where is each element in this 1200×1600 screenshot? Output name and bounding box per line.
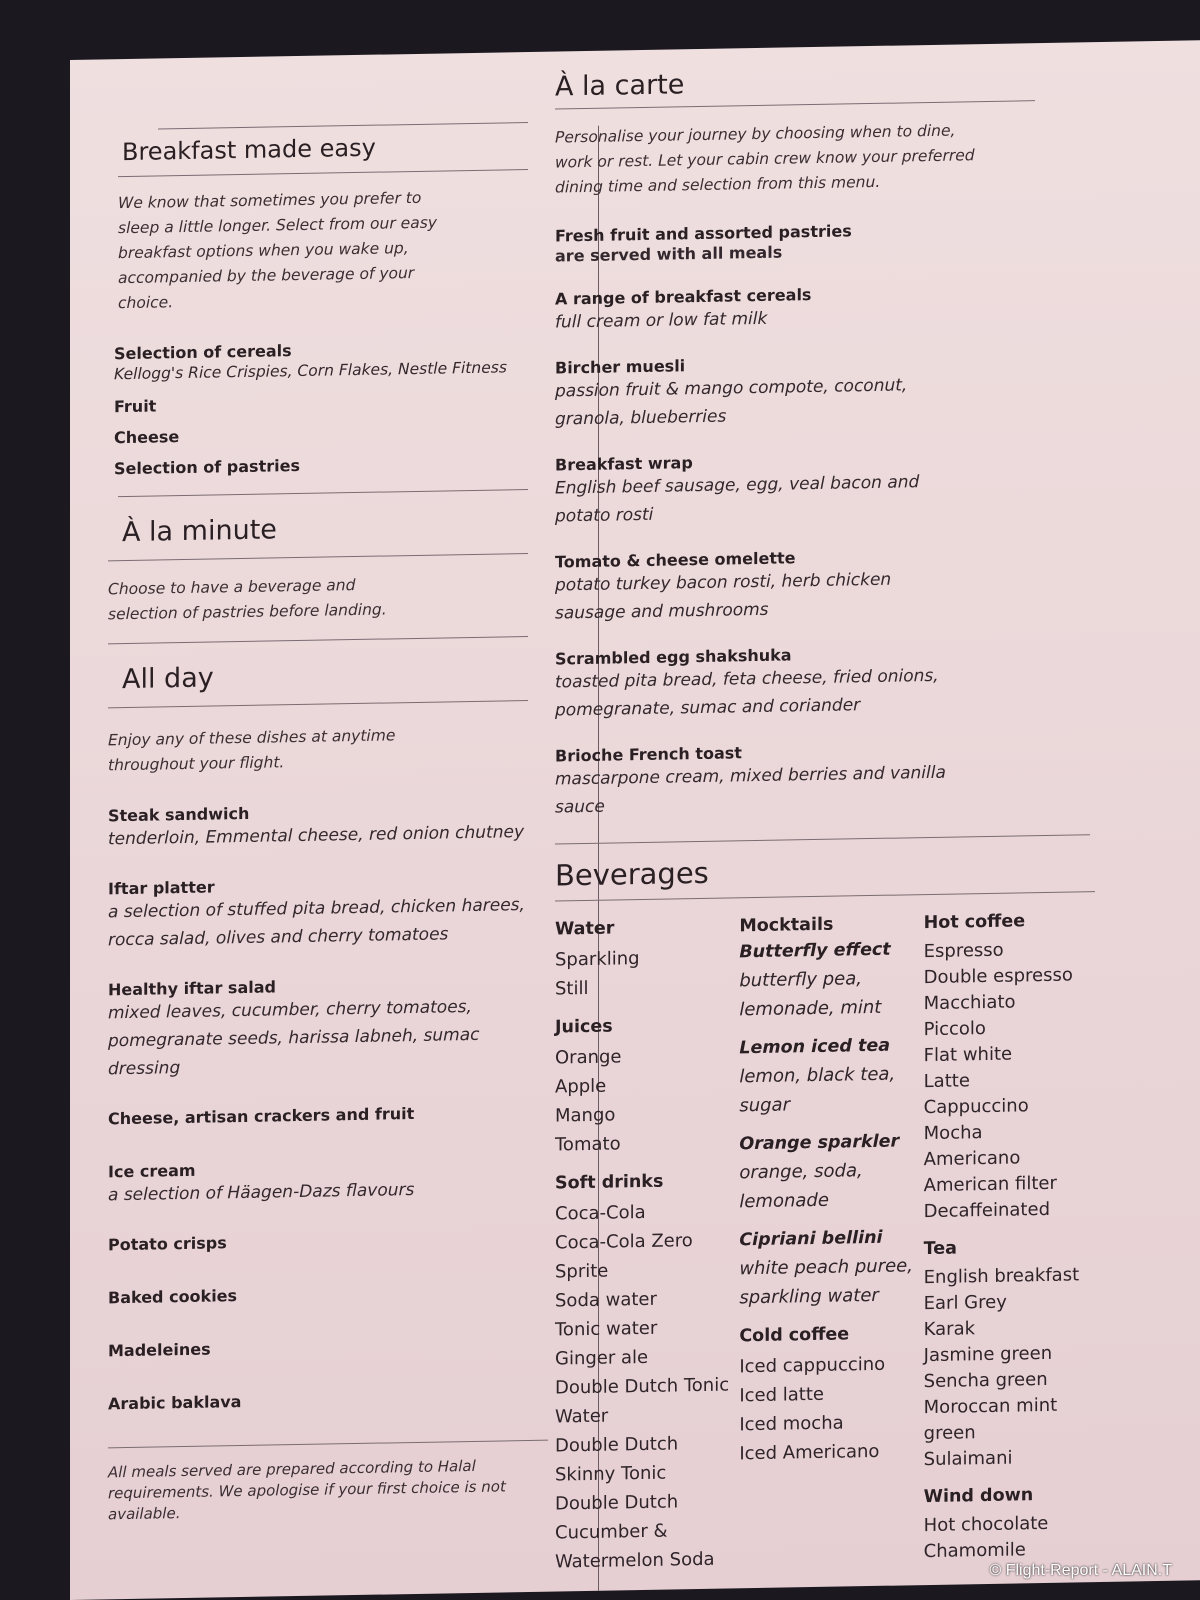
all-day-section [108, 657, 548, 1526]
beverage-group-heading: Tea [923, 1238, 957, 1260]
cold-coffee-heading: Cold coffee [739, 1324, 850, 1347]
menu-item-title: Steak sandwich [108, 803, 250, 826]
beverage-item: Americano [923, 1147, 1021, 1171]
menu-item [108, 872, 548, 955]
beverage-group-heading: Soft drinks [555, 1171, 664, 1194]
beverage-item: Orange [555, 1046, 622, 1069]
menu-item-title: Breakfast wrap [555, 453, 693, 475]
beverage-item: American filter [923, 1172, 1057, 1197]
menu-item [108, 1228, 548, 1255]
divider [108, 553, 528, 561]
beverage-item: Double Dutch Tonic Water [555, 1374, 730, 1428]
menu-item [555, 737, 1100, 822]
beverage-item: Sencha green [923, 1368, 1048, 1393]
divider [158, 122, 528, 129]
beverage-item: Chamomile [923, 1539, 1026, 1563]
menu-item-desc: mixed leaves, cucumber, cherry tomatoes, pomegranate seeds, harissa labneh, sumac dressing [108, 996, 480, 1080]
mocktail-ingredients: butterfly pea, [739, 968, 863, 992]
menu-item-title: Fruit [114, 396, 157, 417]
menu-item-desc: English beef sausage, egg, veal bacon and potato rosti [555, 472, 920, 527]
mocktail-ingredients: orange, soda, [739, 1160, 863, 1184]
beverage-item: Earl Grey [923, 1291, 1007, 1315]
beverage-item: Latte [923, 1070, 970, 1093]
cold-coffee-list [739, 1323, 915, 1468]
breakfast-title: Breakfast made easy [122, 133, 376, 167]
menu-item-title: Iftar platter [108, 877, 215, 899]
beverage-item: Tomato [555, 1133, 621, 1156]
beverage-item: Iced cappuccino [739, 1353, 886, 1378]
beverages-column-1 [555, 916, 731, 1576]
beverage-item: Jasmine green [923, 1342, 1053, 1367]
beverages-column-3 [924, 910, 1100, 1570]
menu-item-title: Bircher muesli [555, 356, 686, 378]
breakfast-section [108, 122, 548, 498]
mocktail-name: Lemon iced tea [739, 1035, 891, 1059]
beverage-item: Espresso [923, 939, 1004, 963]
menu-item-title: Selection of cereals [114, 341, 292, 364]
menu-item-desc: potato turkey bacon rosti, herb chicken sausage and mushrooms [555, 569, 892, 624]
menu-item-title: Brioche French toast [555, 743, 742, 766]
menu-item [108, 421, 548, 448]
divider [555, 100, 1035, 109]
menu-item-title: Scrambled egg shakshuka [555, 645, 792, 669]
photo-credit: © Flight-Report - ALAIN.T [989, 1562, 1172, 1579]
menu-item [555, 640, 1100, 725]
menu-item [555, 446, 1100, 531]
menu-item [108, 799, 548, 854]
all-day-items [108, 799, 548, 1414]
all-day-title: All day [122, 662, 214, 696]
halal-footer: All meals served are prepared according to Halal requirements. We apologise if your first choice is not available. [108, 1456, 506, 1524]
beverage-item: Soda water [555, 1288, 657, 1312]
menu-item-title: Healthy iftar salad [108, 977, 276, 1000]
mocktail-ingredients: lemonade [739, 1189, 829, 1213]
beverage-item: Moroccan mint green [923, 1394, 1058, 1445]
a-la-minute-intro: Choose to have a beverage and selection of pastries before landing. [108, 576, 387, 624]
divider [108, 700, 528, 708]
beverage-item: Iced Americano [739, 1440, 880, 1465]
menu-item [108, 390, 548, 417]
menu-item-desc: are served with all meals [555, 242, 783, 266]
menu-item-title: Cheese, artisan crackers and fruit [108, 1103, 415, 1129]
menu-item-title: Ice cream [108, 1160, 196, 1182]
menu-item-title: Cheese [114, 427, 180, 448]
menu-item [555, 543, 1100, 628]
menu-item [555, 280, 1100, 337]
mocktail-ingredients: sparkling water [739, 1284, 879, 1309]
beverage-item: Sprite [555, 1260, 609, 1283]
beverage-item: Iced latte [739, 1383, 824, 1407]
beverage-item: Mango [555, 1104, 616, 1127]
right-column [555, 62, 1100, 1577]
breakfast-intro: We know that sometimes you prefer to sleep a little longer. Select from our easy breakfast options when you wake up, accompanied by the beverage of your choice. [118, 188, 437, 313]
divider [108, 636, 528, 644]
menu-item-desc: toasted pita bread, feta cheese, fried onions, pomegranate, sumac and coriander [555, 665, 939, 721]
beverage-item: English breakfast [923, 1264, 1080, 1289]
beverage-group-heading: Water [555, 918, 615, 940]
menu-item-title: A range of breakfast cereals [555, 285, 812, 309]
a-la-carte-intro: Personalise your journey by choosing when to dine, work or rest. Let your cabin crew know your preferred dining time and selection from this menu. [555, 121, 975, 197]
menu-item [108, 1387, 548, 1414]
breakfast-items [108, 337, 548, 479]
mocktails-heading: Mocktails [739, 914, 834, 937]
menu-item-desc: passion fruit & mango compote, coconut, granola, blueberries [555, 375, 908, 430]
beverage-item: Hot chocolate [923, 1512, 1049, 1537]
menu-page [70, 40, 1200, 1600]
beverages-title: Beverages [555, 855, 709, 893]
menu-item-desc: a selection of stuffed pita bread, chicken harees, rocca salad, olives and cherry tomatoes [108, 895, 525, 951]
mocktail-name: Butterfly effect [739, 939, 891, 963]
beverage-item: Double Dutch Cucumber & Watermelon Soda [555, 1491, 715, 1573]
beverage-item: Coca-Cola Zero [555, 1230, 693, 1254]
menu-item [555, 217, 1100, 268]
menu-item [108, 337, 548, 386]
menu-item [555, 349, 1100, 434]
divider [555, 891, 1095, 901]
menu-item [108, 973, 548, 1084]
beverage-item: Apple [555, 1075, 607, 1098]
beverage-group-heading: Juices [555, 1016, 613, 1038]
divider [108, 1440, 548, 1449]
mocktails-list [739, 939, 915, 1312]
beverage-group-heading: Hot coffee [923, 911, 1026, 934]
beverage-item: Sparkling [555, 948, 640, 971]
menu-item-desc: mascarpone cream, mixed berries and vanilla sauce [555, 762, 946, 818]
beverage-item: Iced mocha [739, 1412, 844, 1436]
menu-item-desc: Kellogg's Rice Crispies, Corn Flakes, Nestle Fitness [114, 358, 507, 384]
menu-item-title: Potato crisps [108, 1233, 227, 1255]
beverage-item: Coca-Cola [555, 1201, 646, 1225]
all-day-intro: Enjoy any of these dishes at anytime throughout your flight. [108, 726, 396, 775]
beverage-item: Piccolo [923, 1018, 986, 1041]
beverage-item: Flat white [923, 1043, 1013, 1067]
beverage-item: Double espresso [923, 964, 1073, 989]
menu-item-title: Baked cookies [108, 1286, 238, 1308]
mocktail-ingredients: lemon, black tea, [739, 1063, 896, 1088]
menu-item-title: Selection of pastries [114, 455, 300, 479]
beverage-item: Tonic water [555, 1317, 658, 1341]
a-la-minute-section [108, 510, 548, 645]
menu-item-title: Fresh fruit and assorted pastries [555, 221, 852, 246]
beverage-group-heading: Wind down [923, 1485, 1034, 1508]
beverages-grid [555, 910, 1100, 1577]
mocktail-name: Cipriani bellini [739, 1227, 883, 1251]
menu-item-desc: full cream or low fat milk [555, 308, 768, 333]
beverage-item: Cappuccino [923, 1095, 1029, 1119]
menu-item [108, 1102, 548, 1129]
menu-item [108, 1334, 548, 1361]
beverage-item: Karak [923, 1318, 976, 1341]
menu-item-title: Tomato & cheese omelette [555, 548, 796, 572]
beverage-item: Sulaimani [923, 1447, 1013, 1471]
beverage-item: Double Dutch Skinny Tonic [555, 1433, 679, 1486]
menu-item-title: Madeleines [108, 1339, 211, 1361]
divider [555, 834, 1090, 844]
beverage-item: Macchiato [923, 991, 1016, 1015]
beverage-item: Still [555, 977, 589, 1000]
menu-item-desc: tenderloin, Emmental cheese, red onion chutney [108, 822, 525, 850]
menu-item [108, 1155, 548, 1210]
beverage-item: Mocha [923, 1122, 983, 1145]
a-la-carte-title: À la carte [555, 69, 685, 103]
mocktail-ingredients: sugar [739, 1094, 790, 1117]
left-column [108, 122, 548, 1546]
menu-item [108, 452, 548, 479]
menu-item [108, 1281, 548, 1308]
beverages-column-2 [739, 913, 915, 1573]
beverage-item: Decaffeinated [923, 1198, 1050, 1223]
menu-item-title: Arabic baklava [108, 1392, 242, 1414]
mocktail-ingredients: lemonade, mint [739, 996, 882, 1021]
a-la-carte-items [555, 217, 1100, 822]
divider [118, 489, 528, 497]
a-la-minute-title: À la minute [122, 514, 277, 549]
mocktail-ingredients: white peach puree, [739, 1255, 913, 1280]
menu-item-desc: a selection of Häagen-Dazs flavours [108, 1179, 415, 1206]
mocktail-name: Orange sparkler [739, 1131, 900, 1155]
beverage-item: Ginger ale [555, 1346, 649, 1370]
